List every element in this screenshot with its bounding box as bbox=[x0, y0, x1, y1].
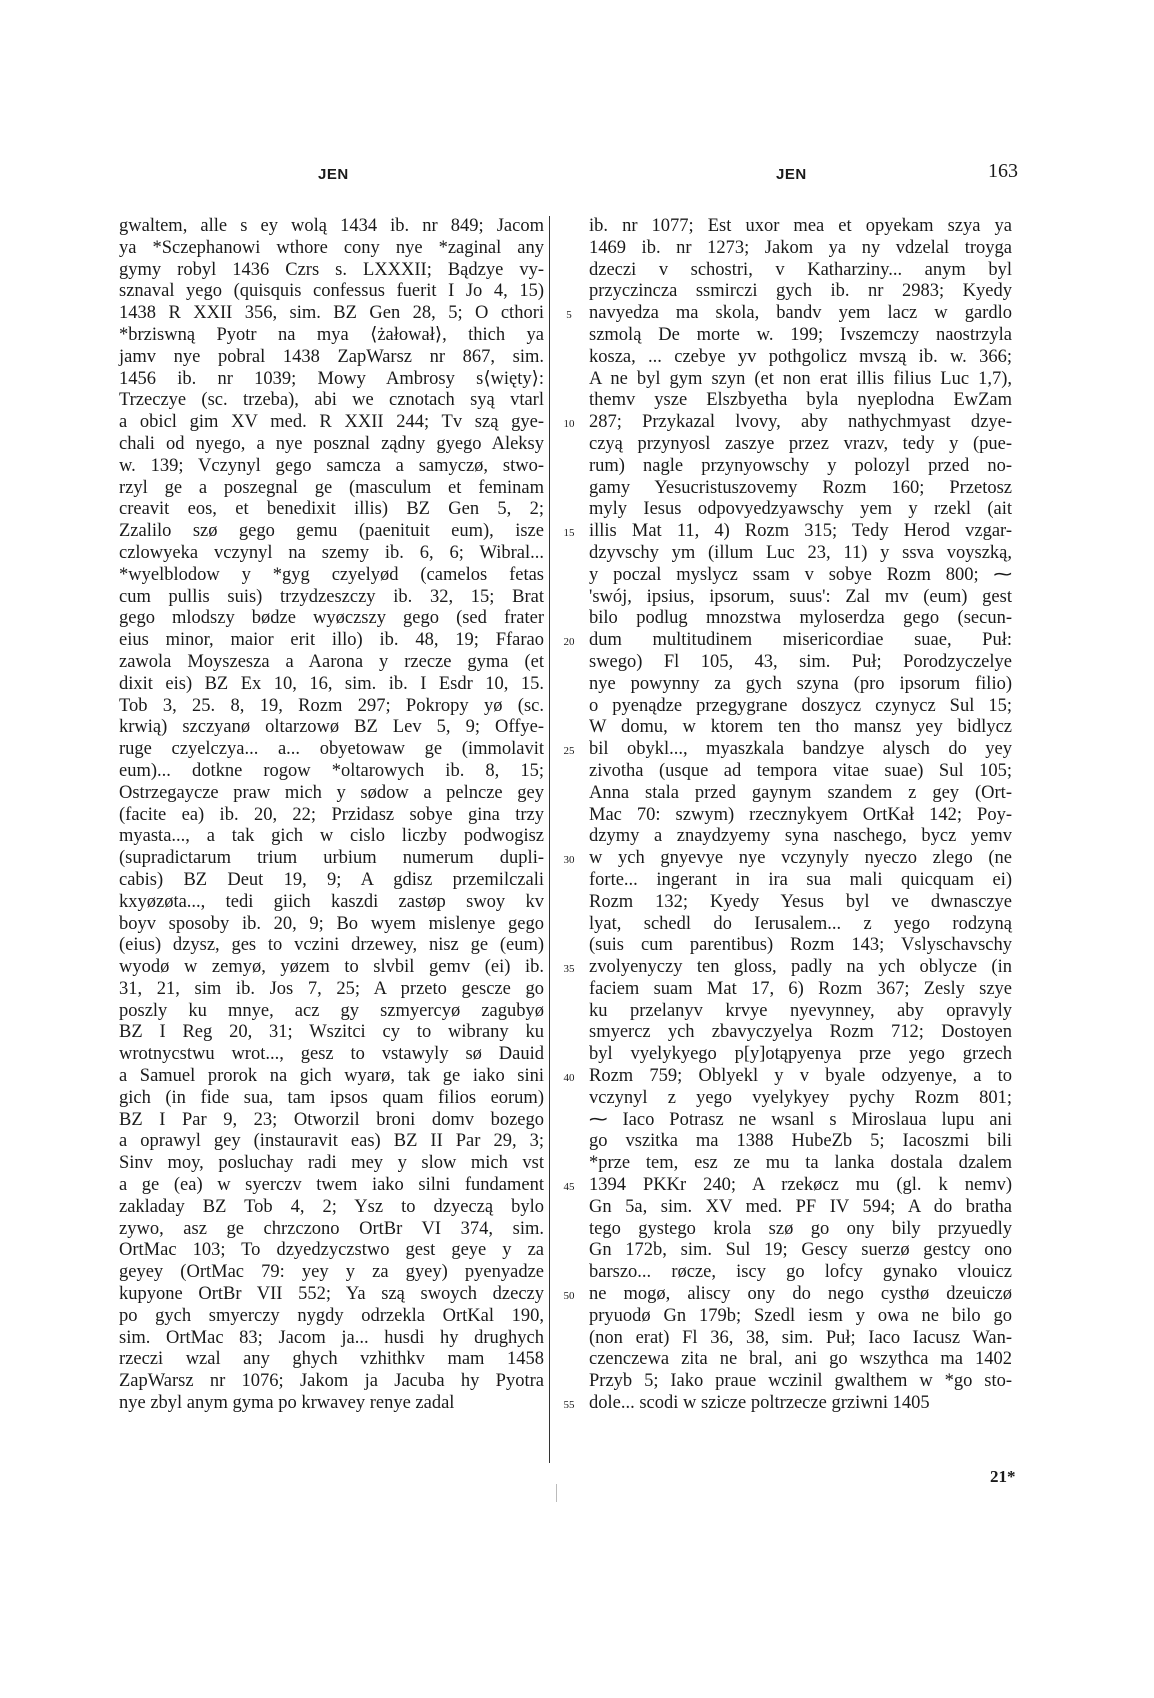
text-line: Anna stala przed gaynym szandem z gey (Ort- bbox=[589, 782, 1012, 803]
text-line: bil obykl..., myaszkala bandzye alysch do yey bbox=[589, 739, 1012, 760]
text-line: BZ I Reg 20, 31; Wszitci cy to wibrany ku bbox=[119, 1022, 544, 1043]
text-line: dole... scodi w szicze poltrzecze grziwni 1405 bbox=[589, 1393, 930, 1414]
text-line: wrotnycstwu wrot..., gesz to vstawyly sø Dauid bbox=[119, 1044, 544, 1065]
text-line: nye powynny za gych szyna (pro ipsorum filio) bbox=[589, 673, 1012, 694]
text-line: ⁓ Iaco Potrasz ne wsanl s Miroslaua lupu ani bbox=[589, 1109, 1012, 1130]
text-line: w ych gnyevye nye vczynyly nyeczo zlego (ne bbox=[589, 848, 1012, 869]
text-line: Rozm 132; Kyedy Yesus byl ve dwnasczye bbox=[589, 891, 1012, 912]
text-line: barszo... røcze, iscy go lofcy gynako vlouicz bbox=[589, 1262, 1012, 1283]
text-line: ruge czyelczya... a... obyetowaw ge (immolavit bbox=[119, 739, 544, 760]
text-line: zvolyenyczy ten gloss, padly na ych oblycze (in bbox=[589, 957, 1012, 978]
text-line: themv ysze Elszbyetha byla nyeplodna EwZam bbox=[589, 390, 1012, 411]
text-line: gymy robyl 1436 Czrs s. LXXXII; Bądzye vy- bbox=[119, 259, 544, 280]
text-line: Zzalilo szø gego gemu (paenituit eum), isze bbox=[119, 521, 544, 542]
text-line: rzyl ge a poszegnal ge (masculum et feminam bbox=[119, 477, 544, 498]
text-line: cum pullis suis) trzydzeszczy ib. 32, 15; Brat bbox=[119, 586, 544, 607]
line-number: 25 bbox=[563, 745, 575, 758]
text-line: forte... ingerant in ira sua mali quicquam ei) bbox=[589, 869, 1012, 890]
text-line: jamv nye pobral 1438 ZapWarsz nr 867, sim. bbox=[119, 346, 544, 367]
text-line: a obicl gim XV med. R XXII 244; Tv szą gye- bbox=[119, 412, 544, 433]
text-line: gwaltem, alle s ey wolą 1434 ib. nr 849; Jacom bbox=[119, 216, 544, 236]
text-line: krwią) szczyanø oltarzowø BZ Lev 5, 9; Offye- bbox=[119, 717, 544, 738]
text-line: zywo, asz ge chrzczono OrtBr VI 374, sim. bbox=[119, 1218, 544, 1239]
text-line: gamy Yesucristuszovemy Rozm 160; Przetosz bbox=[589, 477, 1012, 498]
text-line: pryuodø Gn 179b; Szedl iesm y owa ne bilo go bbox=[589, 1305, 1012, 1326]
line-number: 5 bbox=[566, 309, 572, 322]
text-line: 1438 R XXII 356, sim. BZ Gen 28, 5; O cthori bbox=[119, 303, 544, 324]
text-line: *prze tem, esz ze mu ta lanka dostala dzalem bbox=[589, 1153, 1012, 1174]
text-line: w. 139; Vczynyl gego samcza a samyczø, stwo- bbox=[119, 455, 544, 476]
text-line: *brziswną Pyotr na mya ⟨żałował⟩, thich ya bbox=[119, 324, 544, 345]
signature-mark: 21* bbox=[990, 1467, 1016, 1486]
text-line: tego gystego krola szø go ony bily przyuedly bbox=[589, 1218, 1012, 1239]
right-running-head: JEN bbox=[776, 166, 807, 183]
text-line: rzeczi wzal any ghych vzhithkv mam 1458 bbox=[119, 1349, 544, 1370]
text-line: Tob 3, 25. 8, 19, Rozm 297; Pokropy yø (sc. bbox=[119, 695, 544, 716]
text-line: czlowyeka vczynyl na szemy ib. 6, 6; Wibral... bbox=[119, 542, 544, 563]
text-line: ya *Sczephanowi wthore cony nye *zaginal any bbox=[119, 237, 544, 258]
text-line: (suis cum parentibus) Rozm 143; Vslyschavschy bbox=[589, 935, 1012, 956]
text-line: 1394 PKKr 240; A rzekøcz mu (gl. k nemv) bbox=[589, 1175, 1012, 1196]
text-line: zawola Moyszesza a Aarona y rzecze gyma (et bbox=[119, 651, 544, 672]
text-line: szmolą De morte w. 199; Ivszemczy naostrzyla bbox=[589, 324, 1012, 345]
line-number: 40 bbox=[563, 1072, 575, 1085]
text-line: dzeczi v schostri, v Katharziny... anym byl bbox=[589, 259, 1012, 280]
text-line: *wyelblodow y *gyg czyelyød (camelos fetas bbox=[119, 564, 544, 585]
text-line: (non erat) Fl 36, 38, sim. Puł; Iaco Iacusz Wan- bbox=[589, 1327, 1012, 1348]
text-line: chali od nyego, a nye posznal ządny gyego Aleksy bbox=[119, 433, 544, 454]
text-line: lyat, schedl do Ierusalem... z yego rodzyną bbox=[589, 913, 1012, 934]
text-line: W domu, w ktorem ten tho mansz yey bidlycz bbox=[589, 717, 1012, 738]
text-line: gego mlodszy bødze wyøczszy gego (sed frater bbox=[119, 608, 544, 629]
text-line: 1456 ib. nr 1039; Mowy Ambrosy s⟨więty⟩: bbox=[119, 368, 544, 389]
text-line: czenczewa zita ne bral, ani go wszythca ma 1402 bbox=[589, 1349, 1012, 1370]
line-number: 35 bbox=[563, 963, 575, 976]
text-line: Rozm 759; Oblyekl y v byale odzyenye, a to bbox=[589, 1066, 1012, 1087]
text-line: przyczincza ssmirczi gych ib. nr 2983; Kyedy bbox=[589, 281, 1012, 302]
text-line: go vszitka ma 1388 HubeZb 5; Iacoszmi bili bbox=[589, 1131, 1012, 1152]
text-line: Ostrzegaycze praw mich y sødow a pelncze gey bbox=[119, 782, 544, 803]
text-line: Gn 172b, sim. Sul 19; Gescy suerzø gestcy ono bbox=[589, 1240, 1012, 1261]
text-line: eius minor, maior erit illo) ib. 48, 19; Ffarao bbox=[119, 630, 544, 651]
text-line: (facite ea) ib. 20, 22; Przidasz sobye gina trzy bbox=[119, 804, 544, 825]
text-line: czyą przynyosl zaszye przez vrazv, tedy y (pue- bbox=[589, 433, 1012, 454]
text-line: myly Iesus odpovyedzyawschy yem y rzekl (ait bbox=[589, 499, 1012, 520]
text-line: ZapWarsz nr 1076; Jakom ja Jacuba hy Pyotra bbox=[119, 1371, 544, 1392]
text-line: wyodø w zemyø, yøzem to slvbil gemv (ei) ib. bbox=[119, 957, 544, 978]
text-line: myasta..., a tak gich w cislo liczby podwogisz bbox=[119, 826, 544, 847]
text-line: 31, 21, sim ib. Jos 7, 25; A przeto gescze go bbox=[119, 978, 544, 999]
text-line: a Samuel prorok na gich wyarø, tak ge iako sini bbox=[119, 1066, 544, 1087]
text-line: sim. OrtMac 83; Jacom ja... husdi hy drughych bbox=[119, 1327, 544, 1348]
line-number: 15 bbox=[563, 527, 575, 540]
right-column-text bbox=[589, 216, 1012, 1415]
text-line: bilo podlug mnozstwa myloserdza gego (secun- bbox=[589, 608, 1012, 629]
text-line: poszly ku mnye, acz gy szmyercyø zagubyø bbox=[119, 1000, 544, 1021]
left-running-head: JEN bbox=[318, 166, 349, 183]
text-line: rum) nagle przynyowschy y polozyl przed no- bbox=[589, 455, 1012, 476]
text-line: navyedza ma skola, bandv yem lacz w gardlo bbox=[589, 303, 1012, 324]
text-line: cabis) BZ Deut 19, 9; A gdisz przemilczali bbox=[119, 869, 544, 890]
text-line: sznaval yego (quisquis confessus fuerit I Jo 4, 15) bbox=[119, 281, 544, 302]
text-line: 'swój, ipsius, ipsorum, suus': Zal mv (eum) gest bbox=[589, 586, 1012, 607]
text-line: eum)... dotkne rogow *oltarowych ib. 8, 15; bbox=[119, 760, 544, 781]
text-line: a oprawyl gey (instauravit eas) BZ II Par 29, 3; bbox=[119, 1131, 544, 1152]
text-line: gich (in fide sua, tam ipsos quam filios eorum) bbox=[119, 1087, 544, 1108]
text-line: dzyvschy ym (illum Luc 23, 11) y ssva voyszką, bbox=[589, 542, 1012, 563]
text-line: byl vyelykyego p[y]otąpyenya prze yego grzech bbox=[589, 1044, 1012, 1065]
line-number: 30 bbox=[563, 854, 575, 867]
text-line: (eius) dzysz, ges to vczini drzewey, nisz ge (eum) bbox=[119, 935, 544, 956]
text-line: creavit eos, et benedixit illis) BZ Gen 5, 2; bbox=[119, 499, 544, 520]
text-line: o pyenądze przegygrane doszycz czynycz Sul 15; bbox=[589, 695, 1012, 716]
text-line: po gych smyerczy nygdy odrzekla OrtKal 190, bbox=[119, 1305, 544, 1326]
line-number: 45 bbox=[563, 1181, 575, 1194]
line-number: 10 bbox=[563, 418, 575, 431]
text-line: ku przelanyv krvye nyevynney, aby opravyly bbox=[589, 1000, 1012, 1021]
scan-mark bbox=[556, 1484, 557, 1502]
text-line: ib. nr 1077; Est uxor mea et opyekam szya ya bbox=[589, 216, 1012, 236]
text-line: smyercz ych zbavyczyelya Rozm 712; Dostoyen bbox=[589, 1022, 1012, 1043]
text-line: vczynyl z yego vyelykyey pychy Rozm 801; bbox=[589, 1087, 1012, 1108]
text-line: BZ I Par 9, 23; Otworzil broni domv bozego bbox=[119, 1109, 544, 1130]
text-line: kupyone OrtBr VII 552; Ya szą swoych dzeczy bbox=[119, 1284, 544, 1305]
text-line: dzymy a znaydzyemy syna naschego, bycz yemv bbox=[589, 826, 1012, 847]
text-line: boyv sposoby ib. 20, 9; Bo wyem mislenye gego bbox=[119, 913, 544, 934]
text-line: geyey (OrtMac 79: yey y za gyey) pyenyadze bbox=[119, 1262, 544, 1283]
text-line: OrtMac 103; To dzyedzyczstwo gest geye y za bbox=[119, 1240, 544, 1261]
text-line: faciem suam Mat 17, 6) Rozm 367; Zesly szye bbox=[589, 978, 1012, 999]
line-number: 50 bbox=[563, 1290, 575, 1303]
text-line: dixit eis) BZ Ex 10, 16, sim. ib. I Esdr 10, 15. bbox=[119, 673, 544, 694]
line-number: 55 bbox=[563, 1399, 575, 1412]
text-line: zivotha (usque ad tempora vitae suae) Sul 105; bbox=[589, 760, 1012, 781]
text-line: ne mogø, aliscy ony do nego cysthø dzeuiczø bbox=[589, 1284, 1012, 1305]
text-line: Przyb 5; Iako praue wczinil gwalthem w *go sto- bbox=[589, 1371, 1012, 1392]
text-line: swego) Fl 105, 43, sim. Puł; Porodzyczelye bbox=[589, 651, 1012, 672]
line-number: 20 bbox=[563, 636, 575, 649]
left-column-text bbox=[119, 216, 544, 1415]
column-divider bbox=[549, 216, 550, 1463]
text-line: 1469 ib. nr 1273; Jakom ya ny vdzelal troyga bbox=[589, 237, 1012, 258]
text-line: kosza, ... czebye yv pothgolicz mvszą ib. w. 366; bbox=[589, 346, 1012, 367]
text-line: zakladay BZ Tob 4, 2; Ysz to dzyeczą bylo bbox=[119, 1196, 544, 1217]
text-line: nye zbyl anym gyma po krwavey renye zadal bbox=[119, 1393, 455, 1414]
text-line: kxyøzøta..., tedi giich kaszdi zastøp swoy kv bbox=[119, 891, 544, 912]
text-line: Gn 5a, sim. XV med. PF IV 594; A do bratha bbox=[589, 1196, 1012, 1217]
text-line: y poczal myslycz ssam v sobye Rozm 800; ⁓ bbox=[589, 564, 1012, 585]
page-number: 163 bbox=[988, 160, 1018, 182]
text-line: Trzeczye (sc. trzeba), abi we cznotach syą vtarl bbox=[119, 390, 544, 411]
text-line: Sinv moy, posluchay radi mey y slow mich vst bbox=[119, 1153, 544, 1174]
text-line: a ge (ea) w syerczv twem iako silni fundament bbox=[119, 1175, 544, 1196]
text-line: Mac 70: szwym) rzecznykyem OrtKał 142; Poy- bbox=[589, 804, 1012, 825]
text-line: illis Mat 11, 4) Rozm 315; Tedy Herod vzgar- bbox=[589, 521, 1012, 542]
text-line: A ne byl gym szyn (et non erat illis filius Luc 1,7), bbox=[589, 368, 1012, 389]
text-line: dum multitudinem misericordiae suae, Puł: bbox=[589, 630, 1012, 651]
text-line: 287; Przykazal lvovy, aby nathychmyast dzye- bbox=[589, 412, 1012, 433]
text-line: (supradictarum trium urbium numerum dupli- bbox=[119, 848, 544, 869]
